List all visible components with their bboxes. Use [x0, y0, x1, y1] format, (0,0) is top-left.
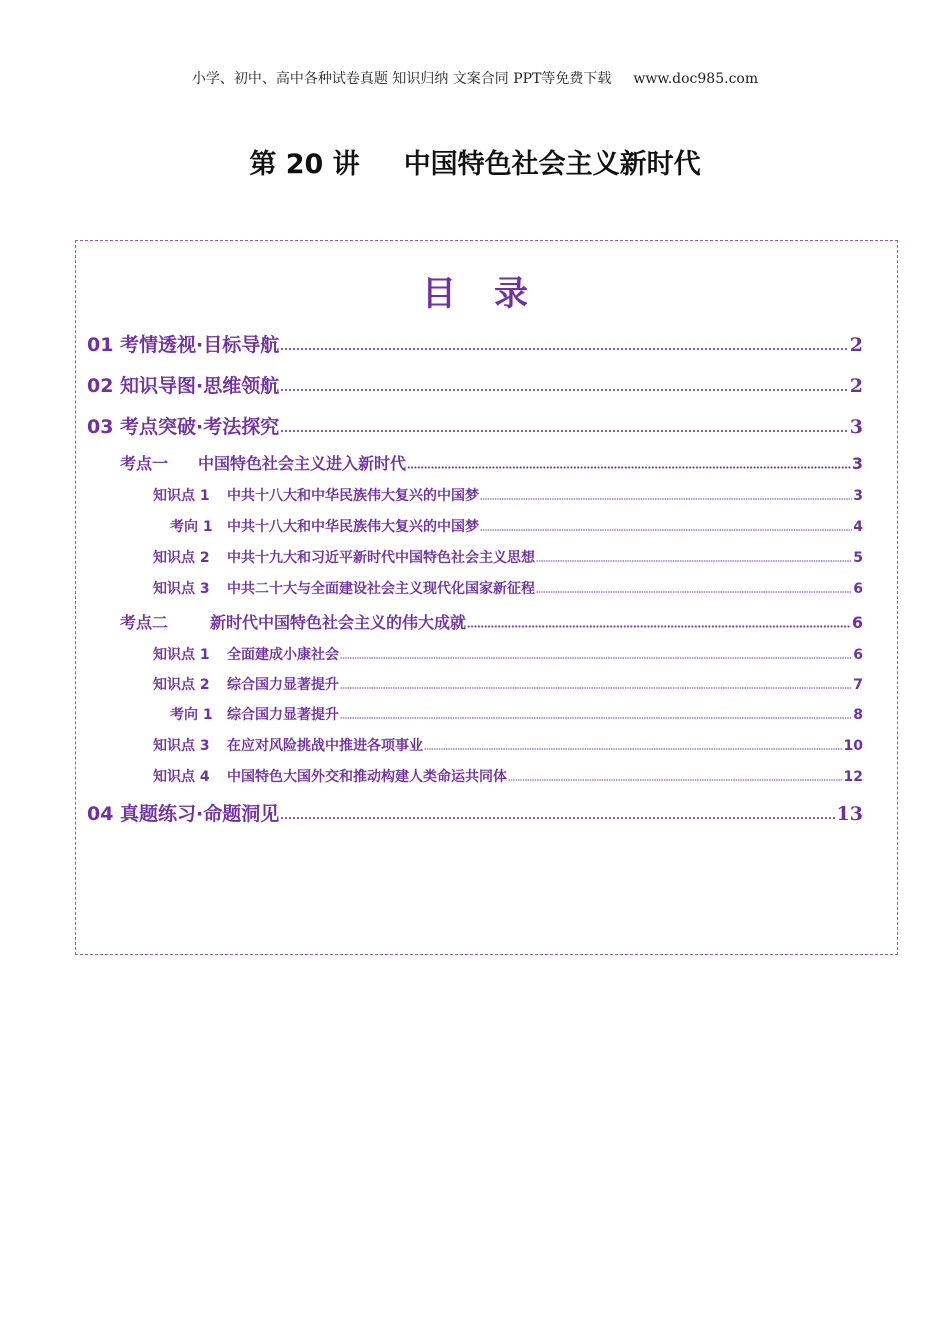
page-header — [0, 68, 950, 88]
toc-entry-page: 2 — [849, 375, 863, 397]
toc-kaodian-title: 中国特色社会主义进入新时代 — [198, 454, 407, 473]
toc-entry-02[interactable] — [87, 371, 863, 397]
toc-entry-page: 3 — [849, 416, 863, 438]
toc-item-k2-4[interactable]: 知识点 3 在应对风险挑战中推进各项事业 10 — [153, 738, 863, 754]
toc-heading: 目 录 — [422, 274, 528, 314]
toc-item-k1-3[interactable]: 知识点 2 中共十九大和习近平新时代中国特色社会主义思想 5 — [153, 550, 863, 566]
toc-entry-page: 13 — [836, 803, 863, 825]
toc-entry-page: 2 — [849, 334, 863, 356]
toc-item-k1-4[interactable]: 知识点 3 中共二十大与全面建设社会主义现代化国家新征程 6 — [153, 581, 863, 597]
lecture-number: 第 20 讲 — [249, 149, 360, 180]
toc-item-k1-2[interactable]: 考向 1 中共十八大和中华民族伟大复兴的中国梦 4 — [170, 519, 863, 535]
toc-item-k1-1[interactable]: 知识点 1 中共十八大和中华民族伟大复兴的中国梦 3 — [153, 488, 863, 504]
lecture-name: 中国特色社会主义新时代 — [403, 149, 701, 180]
toc-entry-01[interactable] — [87, 330, 863, 356]
toc-kaodian-title: 新时代中国特色社会主义的伟大成就 — [210, 613, 467, 632]
header-site[interactable]: www.doc985.com — [633, 71, 759, 87]
toc-item-k2-5[interactable]: 知识点 4 中国特色大国外交和推动构建人类命运共同体 12 — [153, 769, 863, 785]
toc-entry-label: 01 考情透视·目标导航 — [87, 334, 280, 356]
toc-entry-page: 3 — [851, 454, 863, 473]
header-text: 小学、初中、高中各种试卷真题 知识归纳 文案合同 PPT等免费下载 — [191, 71, 612, 87]
toc-item-k2-2[interactable]: 知识点 2 综合国力显著提升 7 — [153, 677, 863, 693]
toc-entry-04[interactable] — [87, 799, 863, 825]
toc-kaodian-1[interactable] — [120, 451, 863, 473]
toc-entry-page: 6 — [851, 613, 863, 632]
toc-entry-label: 02 知识导图·思维领航 — [87, 375, 280, 397]
lecture-title — [0, 142, 950, 181]
toc-kaodian-tag: 考点二 — [120, 613, 169, 632]
toc-entry-label: 03 考点突破·考法探究 — [87, 416, 280, 438]
toc-item-k2-3[interactable]: 考向 1 综合国力显著提升 8 — [170, 707, 863, 723]
toc-entry-03[interactable] — [87, 412, 863, 438]
toc-kaodian-tag: 考点一 — [120, 454, 169, 473]
toc-entry-label: 04 真题练习·命题洞见 — [87, 803, 280, 825]
toc-item-k2-1[interactable]: 知识点 1 全面建成小康社会 6 — [153, 647, 863, 663]
toc-kaodian-2[interactable] — [120, 610, 863, 632]
